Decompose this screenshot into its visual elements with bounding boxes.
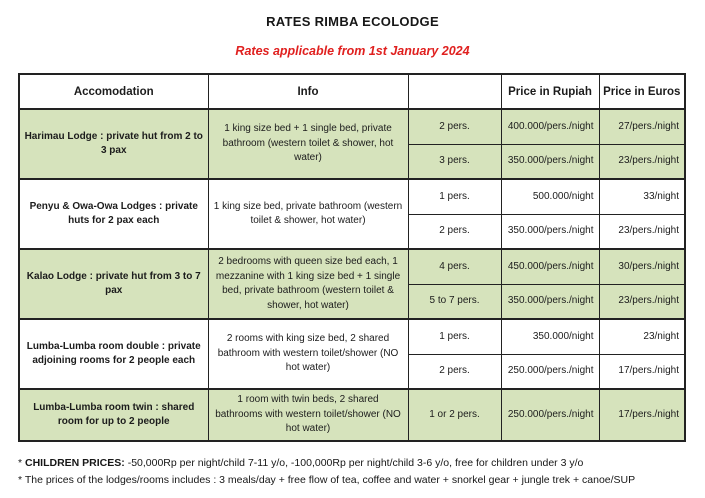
col-header-accommodation: Accomodation — [19, 74, 208, 109]
footnote-marker: * — [18, 457, 23, 469]
price-euros-cell: 17/pers./night — [599, 354, 685, 389]
price-rupiah-cell: 250.000/pers./night — [501, 354, 599, 389]
price-euros-cell: 23/pers./night — [599, 284, 685, 319]
price-euros-cell: 27/pers./night — [599, 109, 685, 144]
pers-cell: 4 pers. — [408, 249, 501, 284]
price-rupiah-cell: 450.000/pers./night — [501, 249, 599, 284]
price-euros-cell: 30/pers./night — [599, 249, 685, 284]
table-header-row — [19, 74, 685, 109]
accommodation-cell: Penyu & Owa-Owa Lodges : private huts for 2 pax each — [19, 179, 208, 249]
rate-row — [19, 389, 685, 441]
rate-row — [19, 319, 685, 354]
pers-cell: 1 pers. — [408, 319, 501, 354]
info-cell: 2 bedrooms with queen size bed each, 1 mezzanine with 1 king size bed + 1 single bed, private bathroom (western toilet & shower, hot water) — [208, 249, 408, 319]
col-header-info: Info — [208, 74, 408, 109]
footnote-children-prices — [18, 455, 705, 472]
accommodation-cell: Lumba-Lumba room twin : shared room for up to 2 people — [19, 389, 208, 441]
rate-row — [19, 249, 685, 284]
price-euros-cell: 33/night — [599, 179, 685, 214]
pers-cell: 2 pers. — [408, 214, 501, 249]
price-rupiah-cell: 350.000/pers./night — [501, 284, 599, 319]
footnote-prices-include — [18, 472, 705, 489]
rate-row — [19, 109, 685, 144]
pers-cell: 3 pers. — [408, 144, 501, 179]
col-header-price-rupiah: Price in Rupiah — [501, 74, 599, 109]
footnotes — [18, 455, 705, 489]
col-header-price-euros: Price in Euros — [599, 74, 685, 109]
accommodation-cell: Lumba-Lumba room double : private adjoining rooms for 2 people each — [19, 319, 208, 389]
info-cell: 1 room with twin beds, 2 shared bathrooms with western toilet/shower (NO hot water) — [208, 389, 408, 441]
info-cell: 1 king size bed, private bathroom (western toilet & shower, hot water) — [208, 179, 408, 249]
price-rupiah-cell: 250.000/pers./night — [501, 389, 599, 441]
price-rupiah-cell: 500.000/night — [501, 179, 599, 214]
price-euros-cell: 23/pers./night — [599, 144, 685, 179]
pers-cell: 1 or 2 pers. — [408, 389, 501, 441]
accommodation-cell: Kalao Lodge : private hut from 3 to 7 pax — [19, 249, 208, 319]
rates-table — [18, 73, 686, 442]
footnote-marker: * — [18, 473, 23, 486]
info-cell: 1 king size bed + 1 single bed, private bathroom (western toilet & shower, hot water) — [208, 109, 408, 179]
footnote-text: -50,000Rp per night/child 7-11 y/o, -100,000Rp per night/child 3-6 y/o, free for children under 3 y/o — [124, 457, 584, 469]
price-rupiah-cell: 350.000/night — [501, 319, 599, 354]
page-title: RATES RIMBA ECOLODGE — [266, 14, 439, 29]
price-euros-cell: 23/pers./night — [599, 214, 685, 249]
info-cell: 2 rooms with king size bed, 2 shared bathroom with western toilet/shower (NO hot water) — [208, 319, 408, 389]
page-subtitle: Rates applicable from 1st January 2024 — [235, 44, 470, 58]
pers-cell: 1 pers. — [408, 179, 501, 214]
col-header-pers — [408, 74, 501, 109]
price-rupiah-cell: 350.000/pers./night — [501, 144, 599, 179]
price-rupiah-cell: 350.000/pers./night — [501, 214, 599, 249]
footnote-bold-label: CHILDREN PRICES: — [25, 457, 125, 469]
accommodation-cell: Harimau Lodge : private hut from 2 to 3 pax — [19, 109, 208, 179]
pers-cell: 2 pers. — [408, 109, 501, 144]
pers-cell: 2 pers. — [408, 354, 501, 389]
price-euros-cell: 17/pers./night — [599, 389, 685, 441]
price-euros-cell: 23/night — [599, 319, 685, 354]
footnote-text: The prices of the lodges/rooms includes : 3 meals/day + free flow of tea, coffee and water + snorkel gear + jungle trek + canoe/SUP — [22, 473, 636, 486]
pers-cell: 5 to 7 pers. — [408, 284, 501, 319]
rate-row — [19, 179, 685, 214]
price-rupiah-cell: 400.000/pers./night — [501, 109, 599, 144]
